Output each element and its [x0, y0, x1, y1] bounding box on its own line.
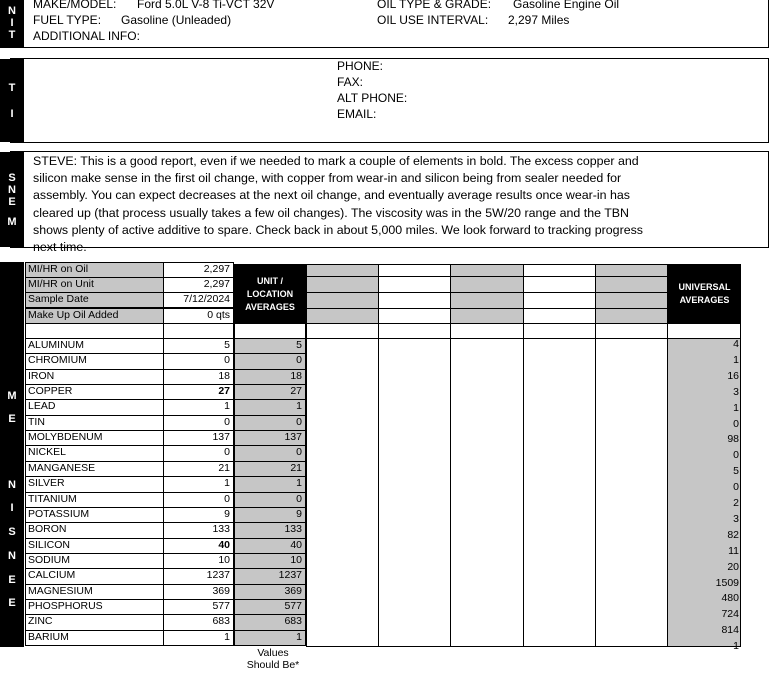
element-name: BORON [25, 522, 164, 539]
element-value: 9 [163, 507, 234, 523]
element-value: 0 [163, 415, 234, 431]
element-unit-average: 0 [234, 445, 306, 462]
element-universal-average: 4 [733, 338, 739, 350]
spacer-row [163, 323, 234, 339]
element-name: POTASSIUM [25, 507, 164, 523]
alt-phone-label: ALT PHONE: [337, 91, 408, 105]
element-unit-average: 1 [234, 630, 306, 646]
element-name: IRON [25, 369, 164, 385]
element-value: 369 [163, 584, 234, 600]
sidebar-letter: I [10, 17, 14, 29]
element-universal-average: 16 [727, 370, 739, 382]
element-name: SILVER [25, 476, 164, 493]
element-unit-average: 5 [234, 338, 306, 354]
element-name: ALUMINUM [25, 338, 164, 354]
values-should-be-note: Values Should Be* [246, 647, 300, 671]
element-universal-average: 724 [721, 608, 739, 620]
element-unit-average: 683 [234, 614, 306, 631]
sidebar-letter: E [8, 573, 16, 586]
element-unit-average: 27 [234, 384, 306, 400]
element-unit-average: 577 [234, 599, 306, 615]
element-name: SODIUM [25, 553, 164, 569]
comments-sidebar [0, 152, 24, 247]
info-row-label: MI/HR on Oil [25, 262, 164, 278]
make-model-label: MAKE/MODEL: [33, 0, 117, 11]
element-name: LEAD [25, 399, 164, 416]
sidebar-letter: I [10, 107, 14, 120]
sidebar-letter: M [7, 389, 17, 402]
element-unit-average: 9 [234, 507, 306, 523]
element-value: 683 [163, 614, 234, 631]
element-unit-average: 21 [234, 461, 306, 477]
element-name: COPPER [25, 384, 164, 400]
element-universal-average: 1 [733, 402, 739, 414]
element-name: CHROMIUM [25, 353, 164, 370]
sidebar-letter: S [8, 171, 16, 184]
element-name: CALCIUM [25, 568, 164, 585]
sidebar-letter: M [7, 215, 17, 228]
element-name: MOLYBDENUM [25, 430, 164, 446]
element-value: 1 [163, 399, 234, 416]
comments-text: STEVE: This is a good report, even if we needed to mark a couple of elements in bold. The excess copper and silicon make sense in the first oil change, with copper from wear-in and silicon being from sealer needed for assembly. You can expect decreases at the next oil change, and eventually average results once wear-in has cleared up (that process usually takes a few oil changes). The viscosity was in the 5W/20 range and the TBN shows plenty of active additive to spare. Check back in about 5,000 miles. We look forward to tracking progress next time. [33, 154, 643, 255]
spacer-row [234, 323, 306, 339]
element-unit-average: 369 [234, 584, 306, 600]
element-unit-average: 0 [234, 353, 306, 370]
element-universal-average: 3 [733, 513, 739, 525]
element-universal-average: 0 [733, 418, 739, 430]
element-value: 1 [163, 630, 234, 646]
element-unit-average: 40 [234, 538, 306, 554]
info-row-value: 7/12/2024 [163, 292, 234, 308]
element-universal-average: 1509 [715, 577, 739, 589]
element-value: 577 [163, 599, 234, 615]
element-unit-average: 0 [234, 415, 306, 431]
element-name: PHOSPHORUS [25, 599, 164, 615]
element-universal-average: 20 [727, 561, 739, 573]
additional-info-label: ADDITIONAL INFO: [33, 29, 140, 43]
sidebar-letter: E [8, 597, 16, 610]
grey-column [307, 264, 378, 324]
element-universal-average: 98 [727, 433, 739, 445]
element-name: SILICON [25, 538, 164, 554]
sidebar-letter: N [8, 5, 16, 17]
element-universal-average: 480 [721, 592, 739, 604]
grey-column [596, 264, 667, 324]
unit-averages-header: UNIT / LOCATION AVERAGES [234, 264, 306, 324]
info-row-value: 2,297 [163, 262, 234, 278]
sidebar-letter: S [8, 526, 16, 539]
info-row-value: 2,297 [163, 277, 234, 293]
element-value: 5 [163, 338, 234, 354]
sidebar-letter: N [8, 549, 16, 562]
element-universal-average: 814 [721, 624, 739, 636]
spacer-row [25, 323, 164, 339]
sidebar-letter: T [8, 81, 16, 94]
elements-sidebar [0, 262, 24, 647]
make-model-value: Ford 5.0L V-8 Ti-VCT 32V [137, 0, 275, 11]
element-unit-average: 0 [234, 492, 306, 508]
fuel-type-label: FUEL TYPE: [33, 13, 102, 27]
element-unit-average: 133 [234, 522, 306, 539]
element-value: 10 [163, 553, 234, 569]
sidebar-letter: E [8, 195, 16, 208]
element-value: 1 [163, 476, 234, 493]
element-universal-average: 5 [733, 465, 739, 477]
element-value: 21 [163, 461, 234, 477]
element-name: ZINC [25, 614, 164, 631]
sidebar-letter: E [8, 413, 16, 426]
oil-type-value: Gasoline Engine Oil [513, 0, 620, 11]
fuel-type-value: Gasoline (Unleaded) [121, 13, 232, 27]
info-row-label: Make Up Oil Added [25, 308, 164, 324]
element-universal-average: 82 [727, 529, 739, 541]
info-row-value: 0 qts [163, 308, 234, 324]
element-value: 0 [163, 353, 234, 370]
element-unit-average: 18 [234, 369, 306, 385]
element-universal-average: 2 [733, 497, 739, 509]
grey-column [451, 264, 523, 324]
element-value: 18 [163, 369, 234, 385]
client-info-sidebar [0, 59, 24, 142]
element-value: 133 [163, 522, 234, 539]
element-name: MAGNESIUM [25, 584, 164, 600]
element-universal-average: 0 [733, 481, 739, 493]
element-unit-average: 1 [234, 476, 306, 493]
phone-label: PHONE: [337, 59, 384, 73]
element-name: TIN [25, 415, 164, 431]
oil-interval-label: OIL USE INTERVAL: [377, 13, 489, 27]
sidebar-letter: N [8, 478, 16, 491]
element-value: 0 [163, 492, 234, 508]
sidebar-letter: T [8, 29, 16, 41]
oil-interval-value: 2,297 Miles [508, 13, 570, 27]
sidebar-letter: N [8, 183, 16, 196]
element-value: 0 [163, 445, 234, 462]
element-unit-average: 1237 [234, 568, 306, 585]
element-universal-average: 3 [733, 386, 739, 398]
oil-type-label: OIL TYPE & GRADE: [377, 0, 492, 11]
element-value: 27 [163, 384, 234, 400]
element-universal-average: 1 [733, 640, 739, 652]
universal-averages-header: UNIVERSAL AVERAGES [668, 264, 741, 324]
element-universal-average: 11 [728, 545, 739, 557]
element-name: MANGANESE [25, 461, 164, 477]
element-name: TITANIUM [25, 492, 164, 508]
fax-label: FAX: [337, 75, 364, 89]
email-label: EMAIL: [337, 107, 377, 121]
element-value: 40 [163, 538, 234, 554]
element-unit-average: 137 [234, 430, 306, 446]
element-unit-average: 10 [234, 553, 306, 569]
element-name: NICKEL [25, 445, 164, 462]
sidebar-letter: I [10, 502, 14, 515]
info-row-label: Sample Date [25, 292, 164, 308]
element-unit-average: 1 [234, 399, 306, 416]
element-universal-average: 0 [733, 449, 739, 461]
element-name: BARIUM [25, 630, 164, 646]
element-value: 1237 [163, 568, 234, 585]
element-universal-average: 1 [733, 354, 739, 366]
info-row-label: MI/HR on Unit [25, 277, 164, 293]
element-value: 137 [163, 430, 234, 446]
unit-info-sidebar [0, 0, 24, 48]
